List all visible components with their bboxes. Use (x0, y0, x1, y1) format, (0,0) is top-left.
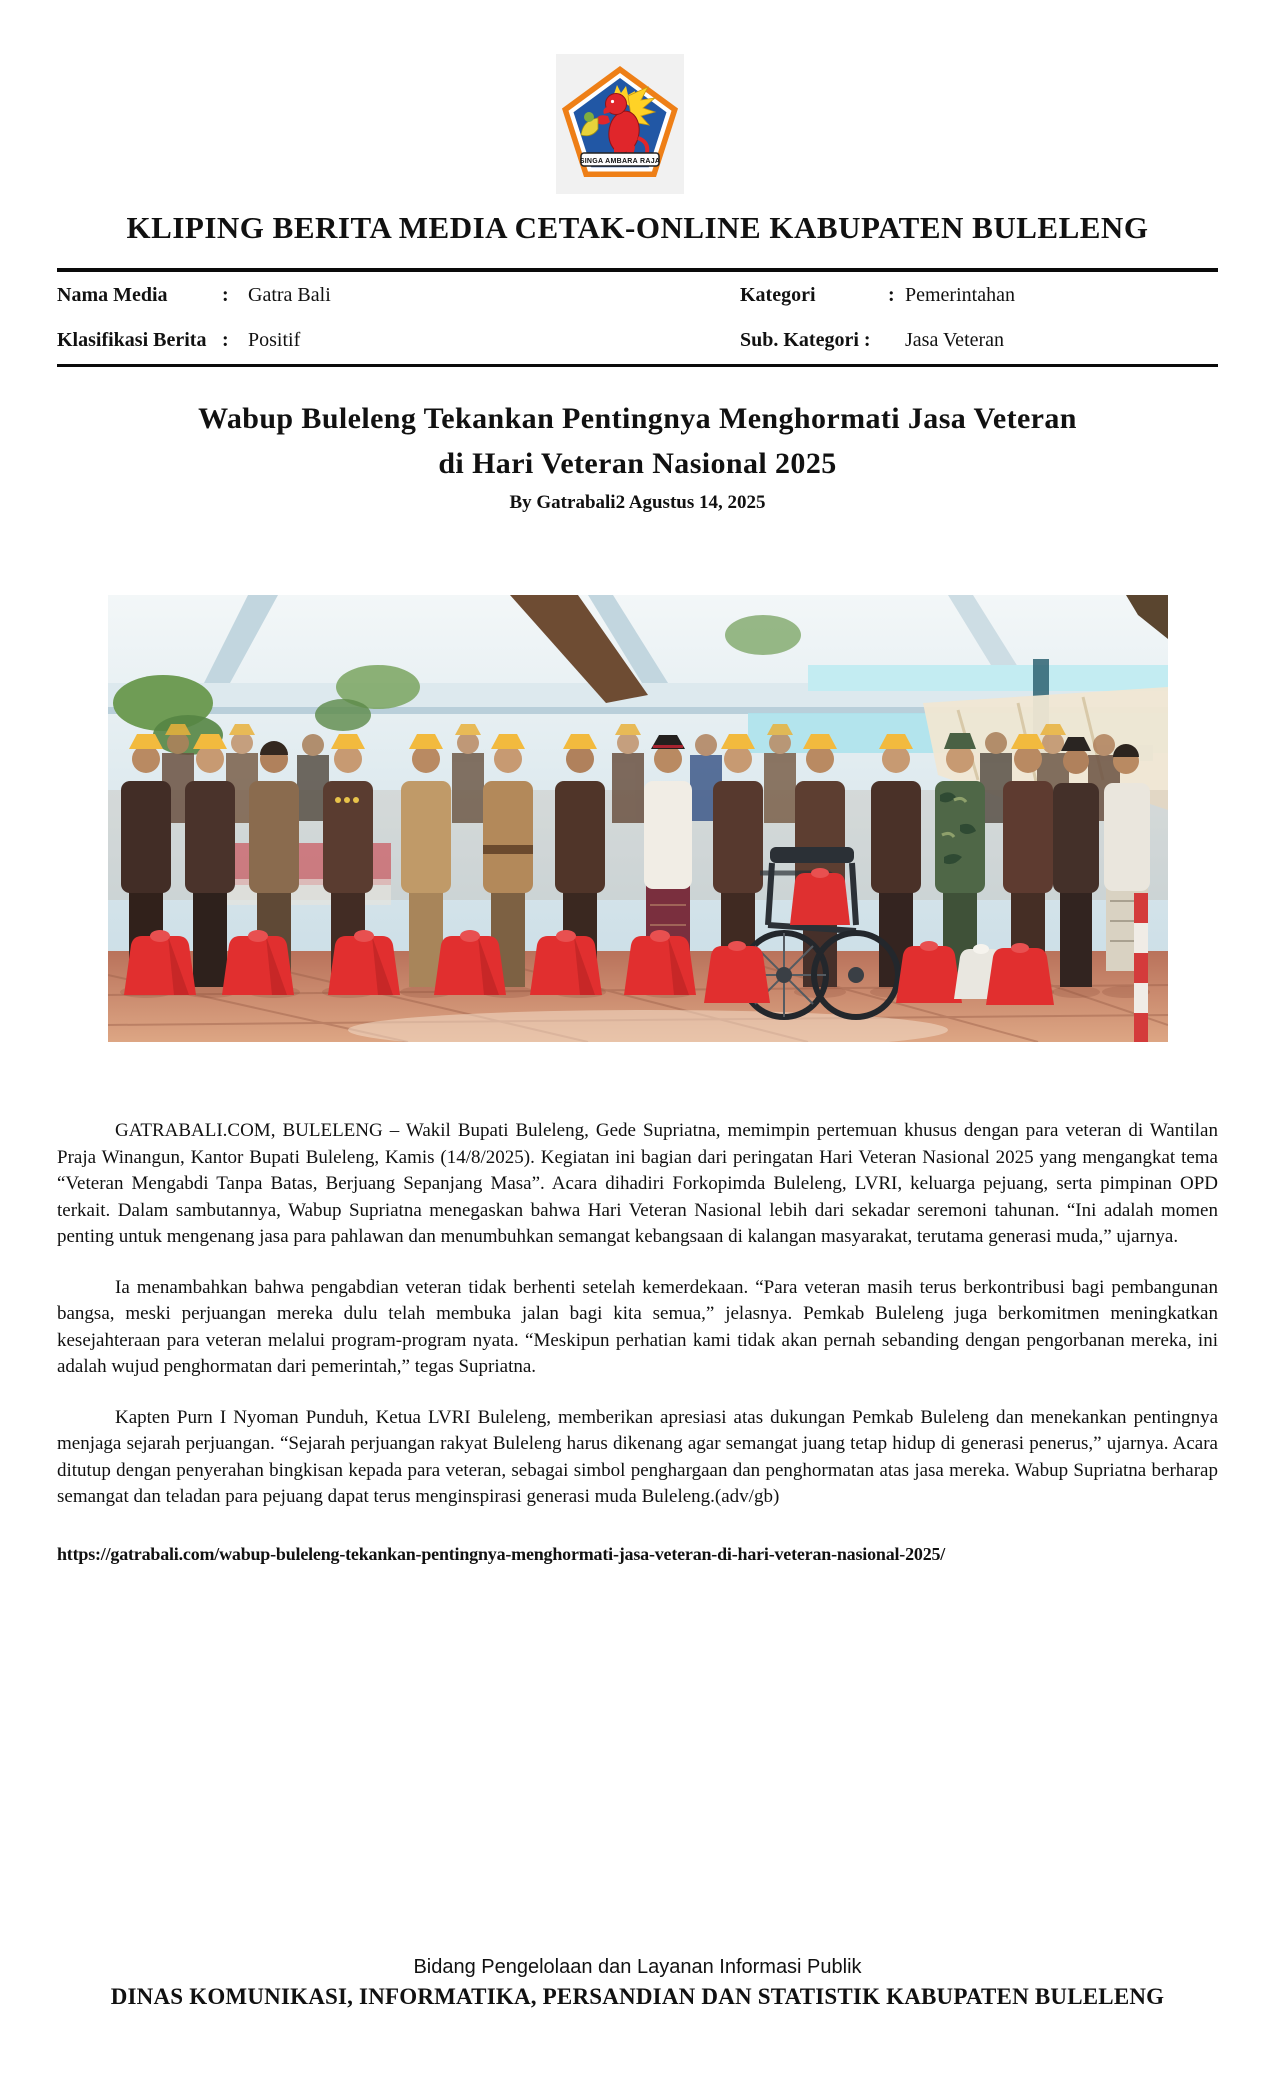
article-photo (108, 595, 1168, 1042)
buleleng-emblem-logo (556, 54, 684, 194)
metadata-row-2 (57, 329, 1218, 361)
veterans-group-photo-illustration (108, 595, 1168, 1042)
sub-kategori-label: Sub. Kategori : (740, 329, 871, 351)
klasifikasi-separator: : (222, 329, 229, 351)
article-paragraph-2: Ia menambahkan bahwa pengabdian veteran tidak berhenti setelah kemerdekaan. “Para veteran masih terus berkontribusi bagi pembangunan bangsa, meski perjuangan mereka dulu telah membuka jalan bagi kita semua,” jelasnya. Pemkab Buleleng juga berkomitmen meningkatkan kesejahteraan para veteran melalui program-program nyata. “Meskipun perhatian kami tidak akan pernah sebanding dengan pengorbanan mereka, ini adalah wujud penghormatan dari pemerintah,” tegas Supriatna. (57, 1276, 1218, 1377)
article-paragraph-3: Kapten Purn I Nyoman Punduh, Ketua LVRI Buleleng, memberikan apresiasi atas dukungan Pemkab Buleleng dan menekankan pentingnya menjaga sejarah perjuangan. “Sejarah perjuangan rakyat Buleleng harus dikenang agar semangat juang tetap hidup di generasi penerus,” ujarnya. Acara ditutup dengan penyerahan bingkisan kepada para veteran, sebagai simbol penghargaan dan penghormatan atas jasa mereka. Wabup Supriatna berharap semangat dan teladan para pejuang dapat terus menginspirasi generasi muda Buleleng.(adv/gb) (57, 1406, 1218, 1507)
striped-pole (1134, 893, 1148, 1042)
kategori-label: Kategori (740, 284, 816, 306)
kategori-value: Pemerintahan (905, 284, 1015, 306)
sub-kategori-value: Jasa Veteran (905, 329, 1005, 351)
coat-of-arms-icon (556, 54, 684, 194)
footer-department-line: Bidang Pengelolaan dan Layanan Informasi Publik (413, 1956, 862, 1978)
document-title: KLIPING BERITA MEDIA CETAK-ONLINE KABUPATEN BULELENG (126, 210, 1149, 245)
nama-media-value: Gatra Bali (248, 284, 331, 306)
nama-media-label: Nama Media (57, 284, 168, 306)
motto-banner (580, 153, 661, 166)
nama-media-separator: : (222, 284, 229, 306)
klasifikasi-label: Klasifikasi Berita (57, 329, 207, 351)
metadata-row-1 (57, 284, 1218, 316)
article-body (57, 1118, 1218, 1567)
article-byline: By Gatrabali2 Agustus 14, 2025 (509, 492, 766, 513)
source-url-link[interactable]: https://gatrabali.com/wabup-buleleng-tekankan-pentingnya-menghormati-jasa-veteran-di-hari-veteran-nasional-2025/ (57, 1543, 946, 1564)
article-headline-line1: Wabup Buleleng Tekankan Pentingnya Menghormati Jasa Veteran (198, 402, 1077, 435)
kategori-separator: : (888, 284, 895, 306)
metadata-table (57, 284, 1218, 364)
article-headline-line2: di Hari Veteran Nasional 2025 (438, 447, 837, 480)
divider-bottom (57, 364, 1218, 367)
article-paragraph-1: GATRABALI.COM, BULELENG – Wakil Bupati Buleleng, Gede Supriatna, memimpin pertemuan khusus dengan para veteran di Wantilan Praja Winangun, Kantor Bupati Buleleng, Kamis (14/8/2025). Kegiatan ini bagian dari peringatan Hari Veteran Nasional 2025 yang mengangkat tema “Veteran Mengabdi Tanpa Batas, Berjuang Sepanjang Masa”. Acara dihadiri Forkopimda Buleleng, LVRI, keluarga pejuang, serta pimpinan OPD terkait. Dalam sambutannya, Wabup Supriatna menegaskan bahwa Hari Veteran Nasional lebih dari sekadar seremoni tahunan. “Ini adalah momen penting untuk mengenang jasa para pahlawan dan menumbuhkan semangat kebangsaan di kalangan masyarakat, terutama generasi muda,” ujarnya. (57, 1120, 1218, 1247)
footer-agency-line: DINAS KOMUNIKASI, INFORMATIKA, PERSANDIAN DAN STATISTIK KABUPATEN BULELENG (110, 1984, 1165, 2009)
article-headline (0, 396, 1275, 486)
motto-text: SINGA AMBARA RAJA (579, 158, 661, 165)
gift-bag-on-seat (790, 868, 850, 925)
klasifikasi-value: Positif (248, 329, 301, 351)
divider-top (57, 268, 1218, 272)
